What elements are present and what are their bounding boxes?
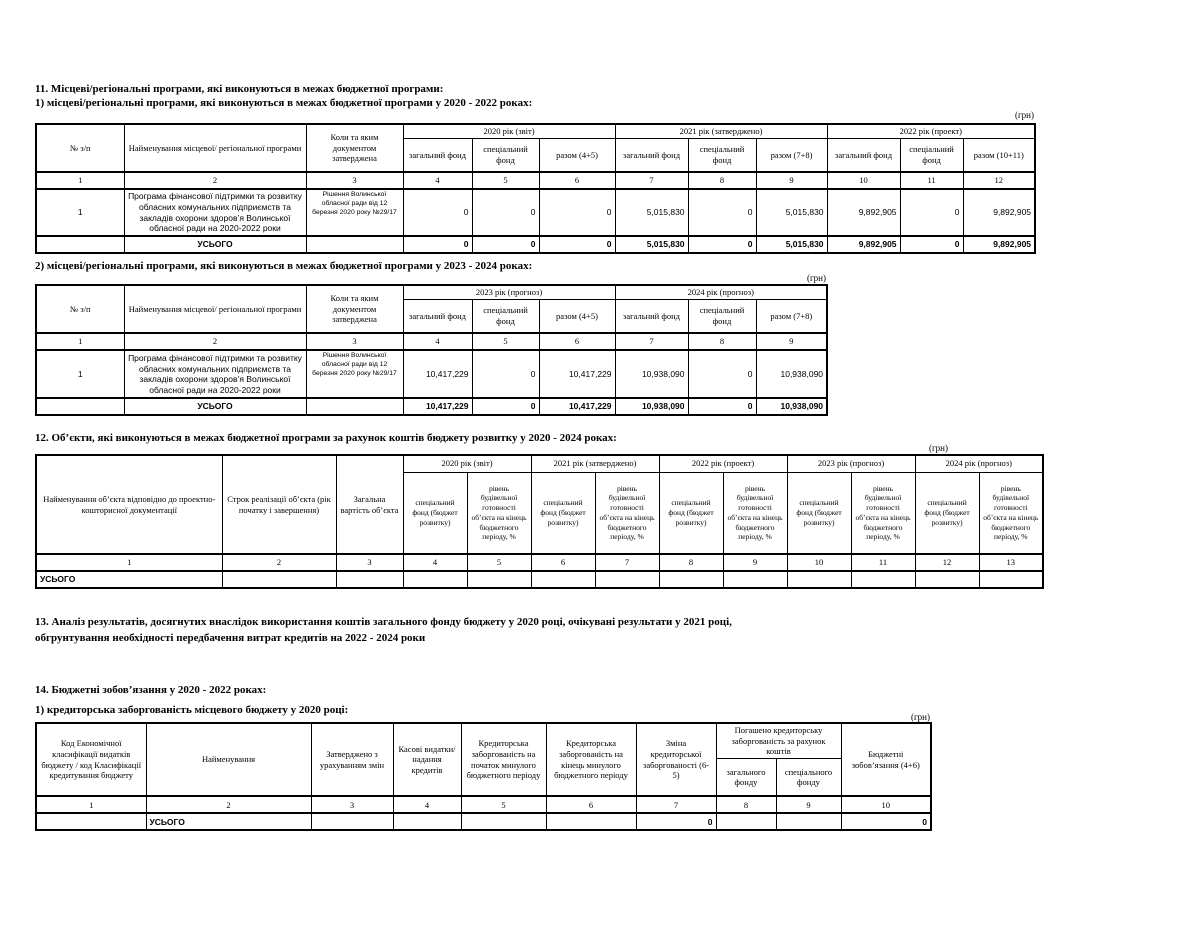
row-number-cell: 1 [36,350,124,398]
special-fund-header: спеціальний фонд (бюджет розвитку) [787,472,851,554]
fund-header: загальний фонд [615,138,688,172]
currency-note-table2: (грн) [806,273,826,283]
year-group-2022-header: 2022 рік (проект) [659,455,787,472]
col-number-cell: 4 [403,554,467,571]
total-empty-cell [36,398,124,415]
col-number-cell: 2 [222,554,336,571]
col-number-cell: 7 [615,172,688,189]
total-value-cell: 10,417,229 [539,398,615,415]
readiness-level-header: рівень будівельної готовності об’єкта на кінець бюджетного періоду, % [979,472,1043,554]
total-empty-cell [723,571,787,588]
col-number-cell: 4 [403,172,472,189]
section-14-sub1-heading: 1) кредиторська заборгованість місцевого бюджету у 2020 році: [35,704,349,716]
section-11-sub2-heading: 2) місцеві/регіональні програми, які виконуються в межах бюджетної програми у 2023 - 2024 роках: [35,260,533,272]
total-empty-cell [659,571,723,588]
total-empty-cell [546,813,636,830]
section-13-heading: 13. Аналіз результатів, досягнутих внаслідок використання коштів загального фонду бюджету у 2020 році, очікувані результати у 2021 році, обгрунтування необхідності передбачення витрат кредитів на 2022 - 2024 роки [35,616,732,644]
special-fund-header: спеціальний фонд (бюджет розвитку) [403,472,467,554]
readiness-level-header: рівень будівельної готовності об’єкта на кінець бюджетного періоду, % [595,472,659,554]
document-cell: Рішення Волинської обласної ради від 12 березня 2020 року №29/17 [306,350,403,398]
col-number-cell: 11 [900,172,963,189]
year-group-2020-header: 2020 рік (звіт) [403,455,531,472]
total-empty-cell [851,571,915,588]
value-cell: 9,892,905 [827,189,900,236]
object-name-header: Найменування об’єкта відповідно до проектно-кошторисної документації [36,455,222,554]
fund-header: спеціальний фонд [472,138,539,172]
total-row-label: УСЬОГО [124,236,306,253]
year-group-2020-header: 2020 рік (звіт) [403,124,615,138]
col-number-cell: 9 [776,796,841,813]
total-empty-cell [336,571,403,588]
col-number-cell: 7 [615,333,688,350]
value-cell: 9,892,905 [963,189,1035,236]
col-number-cell: 4 [403,333,472,350]
col-number-cell: 9 [756,172,827,189]
section-11-heading: 11. Місцеві/регіональні програми, які виконуються в межах бюджетної програми: [35,83,444,95]
col-number-cell: 6 [531,554,595,571]
currency-note-table1: (грн) [1014,110,1034,120]
development-objects-table [35,454,1044,589]
total-empty-cell [36,813,146,830]
local-programs-2020-2022-table [35,123,1036,254]
col-number-cell: 6 [539,172,615,189]
total-value-cell: 0 [539,236,615,253]
col-number-cell: 10 [841,796,931,813]
value-cell: 0 [688,350,756,398]
col-number-cell: 3 [306,333,403,350]
total-value-cell: 0 [688,236,756,253]
col-number-cell: 10 [827,172,900,189]
value-cell: 10,417,229 [403,350,472,398]
col-num-header: № з/п [36,124,124,172]
col-number-cell: 3 [311,796,393,813]
col-number-cell: 8 [659,554,723,571]
fund-header: спеціальний фонд [472,299,539,333]
col-number-cell: 2 [124,333,306,350]
total-empty-cell [979,571,1043,588]
year-group-2024-header: 2024 рік (прогноз) [615,285,827,299]
col-number-cell: 6 [539,333,615,350]
fund-header: спеціальний фонд [900,138,963,172]
col-number-cell: 12 [963,172,1035,189]
special-fund-header: спеціальний фонд (бюджет розвитку) [915,472,979,554]
total-value-cell: 0 [472,236,539,253]
total-empty-cell [467,571,531,588]
fund-header: загальний фонд [403,138,472,172]
fund-header: загальний фонд [827,138,900,172]
document-header: Коли та яким документом затверджена [306,124,403,172]
value-cell: 0 [900,189,963,236]
col-number-cell: 7 [595,554,659,571]
col-number-cell: 7 [636,796,716,813]
fund-header: загальний фонд [403,299,472,333]
col-number-cell: 11 [851,554,915,571]
general-fund-header: загального фонду [716,758,776,796]
value-cell: 5,015,830 [756,189,827,236]
year-group-2023-header: 2023 рік (прогноз) [787,455,915,472]
col-number-cell: 8 [716,796,776,813]
value-cell: 10,417,229 [539,350,615,398]
approved-header: Затверджено з урахуванням змін [311,723,393,796]
col-number-cell: 12 [915,554,979,571]
total-row-label: УСЬОГО [36,571,222,588]
total-debt-change-cell: 0 [636,813,716,830]
total-value-cell: 9,892,905 [827,236,900,253]
name-header: Найменування [146,723,311,796]
total-value-cell: 10,938,090 [615,398,688,415]
program-name-header: Найменування місцевої/ регіональної програми [124,285,306,333]
total-empty-cell [306,236,403,253]
total-value-cell: 0 [688,398,756,415]
col-num-header: № з/п [36,285,124,333]
total-empty-cell [306,398,403,415]
col-number-cell: 3 [306,172,403,189]
year-group-2024-header: 2024 рік (прогноз) [915,455,1043,472]
year-group-2021-header: 2021 рік (затверджено) [615,124,827,138]
col-number-cell: 5 [472,172,539,189]
year-group-2022-header: 2022 рік (проект) [827,124,1035,138]
col-number-cell: 4 [393,796,461,813]
total-value-cell: 9,892,905 [963,236,1035,253]
special-fund-header: спеціального фонду [776,758,841,796]
document-header: Коли та яким документом затверджена [306,285,403,333]
fund-header: спеціальний фонд [688,138,756,172]
total-value-cell: 0 [900,236,963,253]
total-empty-cell [461,813,546,830]
total-row-label: УСЬОГО [146,813,311,830]
creditor-debt-table [35,722,932,831]
col-number-cell: 3 [336,554,403,571]
document-cell: Рішення Волинської обласної ради від 12 березня 2020 року №29/17 [306,189,403,236]
debt-end-header: Кредиторська заборгованість на кінець минулого бюджетного періоду [546,723,636,796]
total-empty-cell [787,571,851,588]
currency-note-table4: (грн) [910,712,930,722]
total-row-label: УСЬОГО [124,398,306,415]
readiness-level-header: рівень будівельної готовності об’єкта на кінець бюджетного періоду, % [467,472,531,554]
fund-header: загальний фонд [615,299,688,333]
col-number-cell: 1 [36,172,124,189]
special-fund-header: спеціальний фонд (бюджет розвитку) [531,472,595,554]
total-obligations-cell: 0 [841,813,931,830]
value-cell: 0 [688,189,756,236]
row-number-cell: 1 [36,189,124,236]
currency-note-table3: (грн) [928,443,948,453]
value-cell: 10,938,090 [615,350,688,398]
section-11-sub1-heading: 1) місцеві/регіональні програми, які виконуються в межах бюджетної програми у 2020 - 2022 роках: [35,97,533,109]
col-number-cell: 8 [688,333,756,350]
value-cell: 10,938,090 [756,350,827,398]
value-cell: 0 [539,189,615,236]
total-empty-cell [393,813,461,830]
program-name-cell: Програма фінансової підтримки та розвитку обласних комунальних підприємств та закладів охорони здоров’я Волинської обласної ради на 2020-2022 роки [124,350,306,398]
col-number-cell: 6 [546,796,636,813]
debt-begin-header: Кредиторська заборгованість на початок минулого бюджетного періоду [461,723,546,796]
year-group-2021-header: 2021 рік (затверджено) [531,455,659,472]
total-empty-cell [776,813,841,830]
fund-header: разом (4+5) [539,299,615,333]
year-group-2023-header: 2023 рік (прогноз) [403,285,615,299]
debt-change-header: Зміна кредиторської заборгованості (6-5) [636,723,716,796]
value-cell: 0 [472,189,539,236]
col-number-cell: 10 [787,554,851,571]
total-empty-cell [531,571,595,588]
readiness-level-header: рівень будівельної готовності об’єкта на кінець бюджетного періоду, % [723,472,787,554]
classification-code-header: Код Економічної класифікації видатків бюджету / код Класифікації кредитування бюджету [36,723,146,796]
object-cost-header: Загальна вартість об’єкта [336,455,403,554]
total-empty-cell [915,571,979,588]
col-number-cell: 2 [146,796,311,813]
col-number-cell: 1 [36,796,146,813]
total-empty-cell [716,813,776,830]
total-empty-cell [222,571,336,588]
section-14-heading: 14. Бюджетні зобов’язання у 2020 - 2022 роках: [35,684,267,696]
local-programs-2023-2024-table [35,284,828,416]
col-number-cell: 13 [979,554,1043,571]
col-number-cell: 2 [124,172,306,189]
total-empty-cell [595,571,659,588]
obligations-header: Бюджетні зобов’язання (4+6) [841,723,931,796]
program-name-cell: Програма фінансової підтримки та розвитку обласних комунальних підприємств та закладів охорони здоров’я Волинської обласної ради на 2020-2022 роки [124,189,306,236]
fund-header: спеціальний фонд [688,299,756,333]
program-name-header: Найменування місцевої/ регіональної програми [124,124,306,172]
fund-header: разом (7+8) [756,299,827,333]
value-cell: 0 [403,189,472,236]
total-value-cell: 10,938,090 [756,398,827,415]
special-fund-header: спеціальний фонд (бюджет розвитку) [659,472,723,554]
col-number-cell: 1 [36,333,124,350]
readiness-level-header: рівень будівельної готовності об’єкта на кінець бюджетного періоду, % [851,472,915,554]
col-number-cell: 1 [36,554,222,571]
total-value-cell: 0 [472,398,539,415]
total-value-cell: 5,015,830 [756,236,827,253]
col-number-cell: 5 [472,333,539,350]
total-empty-cell [403,571,467,588]
fund-header: разом (7+8) [756,138,827,172]
value-cell: 5,015,830 [615,189,688,236]
repaid-group-header: Погашено кредиторську заборгованість за рахунок коштів [716,723,841,758]
total-empty-cell [36,236,124,253]
col-number-cell: 9 [723,554,787,571]
object-term-header: Строк реалізації об’єкта (рік початку і завершення) [222,455,336,554]
col-number-cell: 8 [688,172,756,189]
fund-header: разом (4+5) [539,138,615,172]
total-value-cell: 0 [403,236,472,253]
value-cell: 0 [472,350,539,398]
total-value-cell: 10,417,229 [403,398,472,415]
fund-header: разом (10+11) [963,138,1035,172]
col-number-cell: 5 [467,554,531,571]
cash-expenses-header: Касові видатки/ надання кредитів [393,723,461,796]
col-number-cell: 9 [756,333,827,350]
section-12-heading: 12. Об’єкти, які виконуються в межах бюджетної програми за рахунок коштів бюджету розвитку у 2020 - 2024 роках: [35,432,617,444]
total-value-cell: 5,015,830 [615,236,688,253]
total-empty-cell [311,813,393,830]
col-number-cell: 5 [461,796,546,813]
